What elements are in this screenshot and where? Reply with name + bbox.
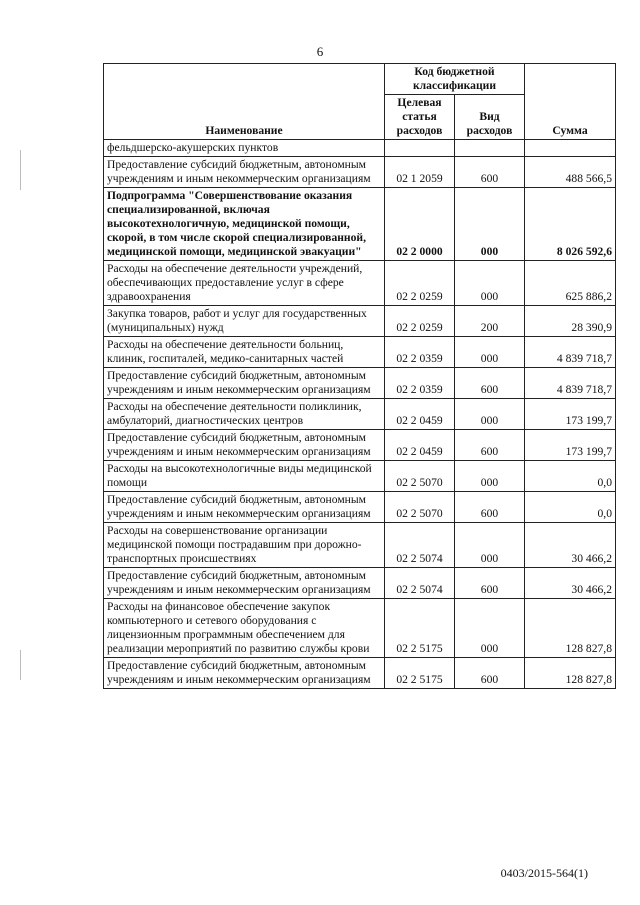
row-sum: 173 199,7	[525, 399, 616, 430]
row-sum	[525, 140, 616, 157]
margin-mark	[20, 150, 21, 190]
row-sum: 4 839 718,7	[525, 368, 616, 399]
row-sum: 128 827,8	[525, 599, 616, 658]
row-sum: 0,0	[525, 492, 616, 523]
row-name: Расходы на обеспечение деятельности больниц, клиник, госпиталей, медико-санитарных частей	[104, 337, 385, 368]
table-row	[104, 337, 616, 368]
row-name: Предоставление субсидий бюджетным, автономным учреждениям и иным некоммерческим организациям	[104, 492, 385, 523]
row-name: Предоставление субсидий бюджетным, автономным учреждениям и иным некоммерческим организациям	[104, 157, 385, 188]
row-sum: 28 390,9	[525, 306, 616, 337]
table-row	[104, 188, 616, 261]
row-sum: 30 466,2	[525, 568, 616, 599]
table-row	[104, 461, 616, 492]
row-type: 600	[455, 568, 525, 599]
table-row	[104, 140, 616, 157]
row-type: 000	[455, 523, 525, 568]
row-name: Расходы на обеспечение деятельности поликлиник, амбулаторий, диагностических центров	[104, 399, 385, 430]
row-target: 02 2 0359	[385, 368, 455, 399]
row-name: Расходы на высокотехнологичные виды медицинской помощи	[104, 461, 385, 492]
row-type: 000	[455, 337, 525, 368]
row-type: 600	[455, 658, 525, 689]
row-sum: 30 466,2	[525, 523, 616, 568]
row-target: 02 2 5175	[385, 599, 455, 658]
row-name: фельдшерско-акушерских пунктов	[104, 140, 385, 157]
header-target: Целевая статья расходов	[385, 95, 455, 140]
row-type	[455, 140, 525, 157]
table-body	[104, 140, 616, 689]
header-code-group: Код бюджетной классификации	[385, 64, 525, 95]
row-type: 000	[455, 599, 525, 658]
row-type: 600	[455, 157, 525, 188]
form-code: 0403/2015-564(1)	[500, 866, 588, 880]
header-name: Наименование	[104, 64, 385, 140]
row-target	[385, 140, 455, 157]
row-name: Предоставление субсидий бюджетным, автономным учреждениям и иным некоммерческим организациям	[104, 568, 385, 599]
row-type: 000	[455, 399, 525, 430]
header-sum: Сумма	[525, 64, 616, 140]
row-name: Предоставление субсидий бюджетным, автономным учреждениям и иным некоммерческим организациям	[104, 658, 385, 689]
table-row	[104, 599, 616, 658]
row-type: 600	[455, 492, 525, 523]
row-type: 600	[455, 368, 525, 399]
row-sum: 4 839 718,7	[525, 337, 616, 368]
row-target: 02 2 5070	[385, 461, 455, 492]
table-row	[104, 306, 616, 337]
table-row	[104, 399, 616, 430]
row-sum: 128 827,8	[525, 658, 616, 689]
row-name: Закупка товаров, работ и услуг для государственных (муниципальных) нужд	[104, 306, 385, 337]
budget-table	[103, 63, 616, 689]
table-row	[104, 368, 616, 399]
row-type: 000	[455, 461, 525, 492]
row-target: 02 2 0259	[385, 306, 455, 337]
row-type: 200	[455, 306, 525, 337]
page-number: 6	[316, 44, 324, 59]
row-target: 02 2 5070	[385, 492, 455, 523]
header-type: Вид расходов	[455, 95, 525, 140]
row-target: 02 1 2059	[385, 157, 455, 188]
row-target: 02 2 0359	[385, 337, 455, 368]
row-target: 02 2 5074	[385, 568, 455, 599]
row-target: 02 2 0000	[385, 188, 455, 261]
row-name: Расходы на совершенствование организации медицинской помощи пострадавшим при дорожно-транспортных происшествиях	[104, 523, 385, 568]
table-row	[104, 658, 616, 689]
table-row	[104, 523, 616, 568]
table-row	[104, 157, 616, 188]
row-target: 02 2 5074	[385, 523, 455, 568]
table-row	[104, 261, 616, 306]
row-name: Расходы на финансовое обеспечение закупок компьютерного и сетевого оборудования с лицензионным программным обеспечением для реализации мероприятий по развитию службы крови	[104, 599, 385, 658]
row-sum: 0,0	[525, 461, 616, 492]
table-row	[104, 430, 616, 461]
margin-mark	[20, 650, 21, 680]
row-type: 000	[455, 261, 525, 306]
row-name: Расходы на обеспечение деятельности учреждений, обеспечивающих предоставление услуг в сфере здравоохранения	[104, 261, 385, 306]
row-name: Подпрограмма "Совершенствование оказания специализированной, включая высокотехнологичную, медицинской помощи, скорой, в том числе скорой специализированной, медицинской помощи, медицинской эвакуации"	[104, 188, 385, 261]
row-sum: 173 199,7	[525, 430, 616, 461]
row-target: 02 2 0459	[385, 399, 455, 430]
row-sum: 625 886,2	[525, 261, 616, 306]
row-type: 000	[455, 188, 525, 261]
row-target: 02 2 5175	[385, 658, 455, 689]
table-row	[104, 492, 616, 523]
row-name: Предоставление субсидий бюджетным, автономным учреждениям и иным некоммерческим организациям	[104, 430, 385, 461]
table-row	[104, 568, 616, 599]
row-name: Предоставление субсидий бюджетным, автономным учреждениям и иным некоммерческим организациям	[104, 368, 385, 399]
row-target: 02 2 0259	[385, 261, 455, 306]
row-sum: 488 566,5	[525, 157, 616, 188]
row-target: 02 2 0459	[385, 430, 455, 461]
table-header	[104, 64, 616, 140]
row-sum: 8 026 592,6	[525, 188, 616, 261]
row-type: 600	[455, 430, 525, 461]
